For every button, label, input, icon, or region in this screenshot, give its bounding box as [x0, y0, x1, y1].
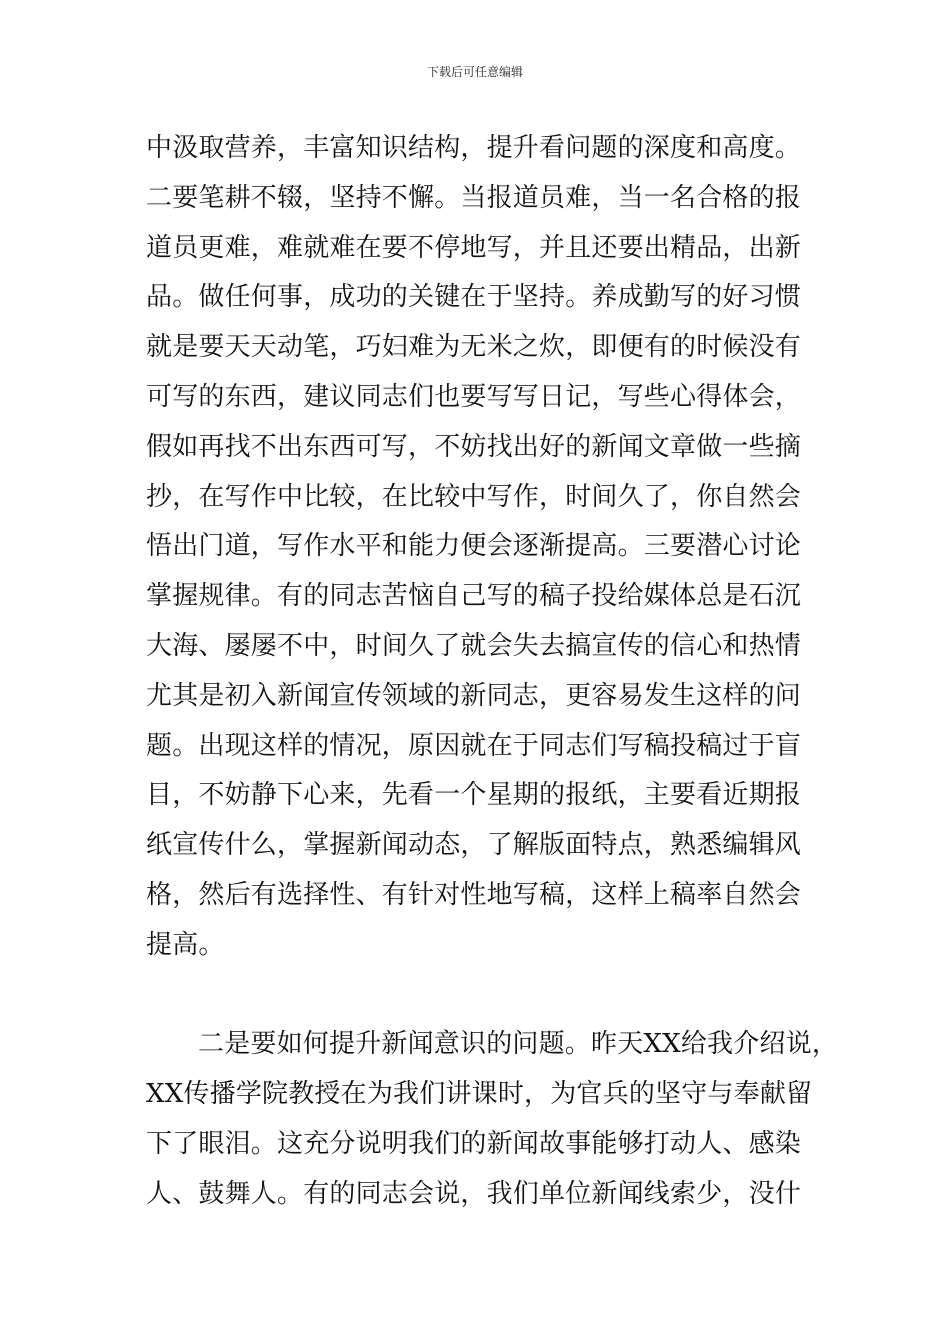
text-line: 抄，在写作中比较，在比较中写作，时间久了，你自然会	[146, 481, 802, 512]
text-line: 目，不妨静下心来，先看一个星期的报纸，主要看近期报	[146, 780, 802, 811]
text-line: 纸宣传什么，掌握新闻动态，了解版面特点，熟悉编辑风	[146, 830, 802, 861]
text-line: 下了眼泪。这充分说明我们的新闻故事能够打动人、感染	[146, 1128, 802, 1159]
text-line: 悟出门道，写作水平和能力便会逐渐提高。三要潜心讨论	[146, 531, 802, 562]
document-body	[146, 124, 839, 1220]
text-line: 格，然后有选择性、有针对性地写稿，这样上稿率自然会	[146, 879, 802, 910]
text-line-indented: 二是要如何提升新闻意识的问题。昨天XX给我介绍说，	[198, 1029, 839, 1060]
text-line: 尤其是初入新闻宣传领域的新同志，更容易发生这样的问	[146, 680, 802, 711]
text-line: 假如再找不出东西可写，不妨找出好的新闻文章做一些摘	[146, 431, 802, 462]
text-line: 道员更难，难就难在要不停地写，并且还要出精品，出新	[146, 232, 802, 263]
text-line: 大海、屡屡不中，时间久了就会失去搞宣传的信心和热情	[146, 630, 802, 661]
paragraph-2	[146, 1020, 839, 1219]
text-line: 人、鼓舞人。有的同志会说，我们单位新闻线索少，没什	[146, 1178, 802, 1209]
text-line: XX传播学院教授在为我们讲课时，为官兵的坚守与奉献留	[146, 1079, 813, 1110]
text-line: 掌握规律。有的同志苦恼自己写的稿子投给媒体总是石沉	[146, 581, 802, 612]
text-line: 中汲取营养，丰富知识结构，提升看问题的深度和高度。	[146, 133, 802, 163]
text-line: 就是要天天动笔，巧妇难为无米之炊，即便有的时候没有	[146, 332, 802, 363]
text-line: 品。做任何事，成功的关键在于坚持。养成勤写的好习惯	[146, 282, 802, 313]
paragraph-1	[146, 124, 826, 971]
text-line: 题。出现这样的情况，原因就在于同志们写稿投稿过于盲	[146, 730, 802, 761]
text-line: 二要笔耕不辍，坚持不懈。当报道员难，当一名合格的报	[146, 182, 802, 213]
text-line: 提高。	[146, 929, 225, 960]
text-line: 可写的东西，建议同志们也要写写日记，写些心得体会，	[146, 381, 802, 412]
page-header-note: 下载后可任意编辑	[426, 65, 523, 79]
paragraph-gap	[146, 971, 826, 1021]
